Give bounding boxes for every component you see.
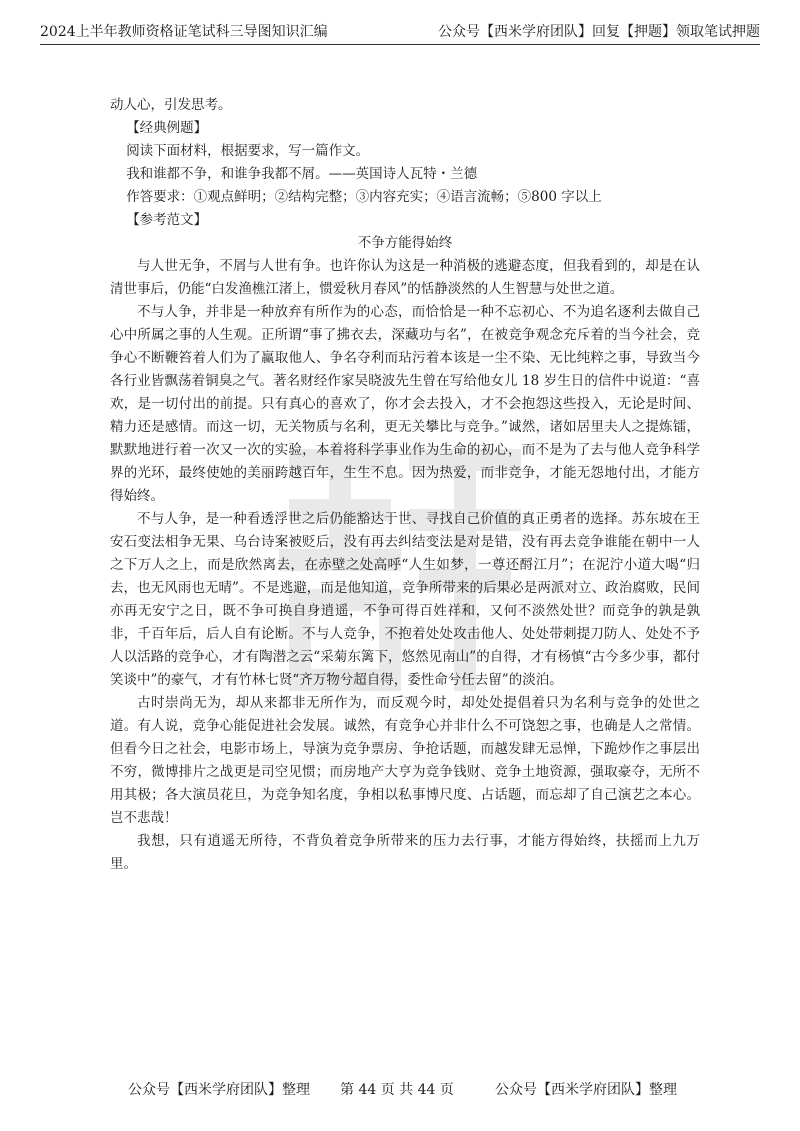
header-promo: 公众号【西米学府团队】回复【押题】领取笔试押题	[438, 24, 760, 40]
document-body	[110, 94, 700, 876]
header-title: 2024上半年教师资格证笔试科三导图知识汇编	[40, 24, 328, 40]
footer-left-credit: 公众号【西米学府团队】整理	[128, 1082, 310, 1098]
quote-line: 我和谁都不争，和谁争我都不屑。——英国诗人瓦特・兰德	[126, 166, 478, 182]
page-header	[40, 22, 760, 45]
essay-paragraph-4: 古时崇尚无为，却从来都非无所作为，而反观今时，却处处提倡着只为名利与竞争的处世之道。有人说，竞争心能促进社会发展。诚然，有竞争心并非什么不可饶恕之事，也确是人之常情。但看今日之社会，电影市场上，导演为竞争票房、争抢话题，而越发肆无忌惮，下跪炒作之事层出不穷，微博排片之战更是司空见惯；而房地产大亨为竞争钱财、竞争土地资源，强取豪夺，无所不用其极；各大演员花旦，为竞争知名度，争相以私事博尺度、占话题，而忘却了自己演艺之本心。岂不悲哉！	[110, 695, 700, 826]
lead-line: 动人心，引发思考。	[110, 97, 232, 113]
essay-paragraph-5: 我想，只有逍遥无所待，不背负着竞争所带来的压力去行事，才能方得始终，扶摇而上九万里。	[110, 833, 700, 872]
requirements-line: 作答要求：①观点鲜明；②结构完整；③内容充实；④语言流畅；⑤800 字以上	[126, 189, 602, 205]
example-heading: 【经典例题】	[126, 120, 208, 136]
essay-paragraph-3: 不与人争，是一种看透浮世之后仍能豁达于世、寻找自己价值的真正勇者的选择。苏东坡在王安石变法相争无果、乌台诗案被贬后，没有再去纠结变法是对是错，没有再去竞争谁能在朝中一人之下万人之上，而是欣然离去，在赤壁之处高呼“人生如梦，一尊还酹江月”；在泥泞小道大喝“归去，也无风雨也无晴”。不是逃避，而是他知道，竞争所带来的后果必是两派对立、政治腐败，民间亦再无安宁之日，既不争可换自身逍遥，不争可得百姓祥和，又何不淡然处世？而竞争的孰是孰非，千百年后，后人自有论断。不与人竞争，不抱着处处攻击他人、处处带刺提刀防人、处处不予人以活路的竞争心，才有陶潜之云“采菊东篱下，悠然见南山”的自得，才有杨慎“古今多少事，都付笑谈中”的豪气，才有竹林七贤“齐万物兮超自得，委性命兮任去留”的淡泊。	[110, 511, 700, 688]
essay-paragraph-1: 与人世无争，不屑与人世有争。也许你认为这是一种消极的逃避态度，但我看到的，却是在认清世事后，仍能“白发渔樵江渚上，惯爱秋月春风”的恬静淡然的人生智慧与处世之道。	[110, 258, 700, 297]
essay-paragraph-2: 不与人争，并非是一种放弃有所作为的心态，而恰恰是一种不忘初心、不为追名逐利去做自己心中所属之事的人生观。正所谓“事了拂衣去，深藏功与名”，在被竞争观念充斥着的当今社会，竞争心不断鞭笞着人们为了赢取他人、争名夺利而玷污着本该是一尘不染、无比纯粹之事，导致当今各行业皆飘荡着铜臭之气。著名财经作家吴晓波先生曾在写给他女儿 18 岁生日的信件中说道：“喜欢，是一切付出的前提。只有真心的喜欢了，你才会去投入，才不会抱怨这些投入，无论是时间、精力还是感情。而这一切，无关物质与名利，更无关攀比与竞争。”诚然，诸如居里夫人之提炼镭，默默地进行着一次又一次的实验，本着将科学事业作为生命的初心，而不是为了去与他人竞争科学界的光环，最终使她的美丽跨越百年，生生不息。因为热爱，而非竞争，才能无怨地付出，才能方得始终。	[110, 304, 700, 504]
page-number: 第 44 页 共 44 页	[340, 1082, 454, 1098]
page-footer	[0, 1080, 800, 1100]
instruction-line: 阅读下面材料，根据要求，写一篇作文。	[126, 143, 370, 159]
reference-heading: 【参考范文】	[126, 212, 208, 228]
essay-title: 不争方能得始终	[357, 235, 453, 251]
footer-right-credit: 公众号【西米学府团队】整理	[495, 1082, 677, 1098]
